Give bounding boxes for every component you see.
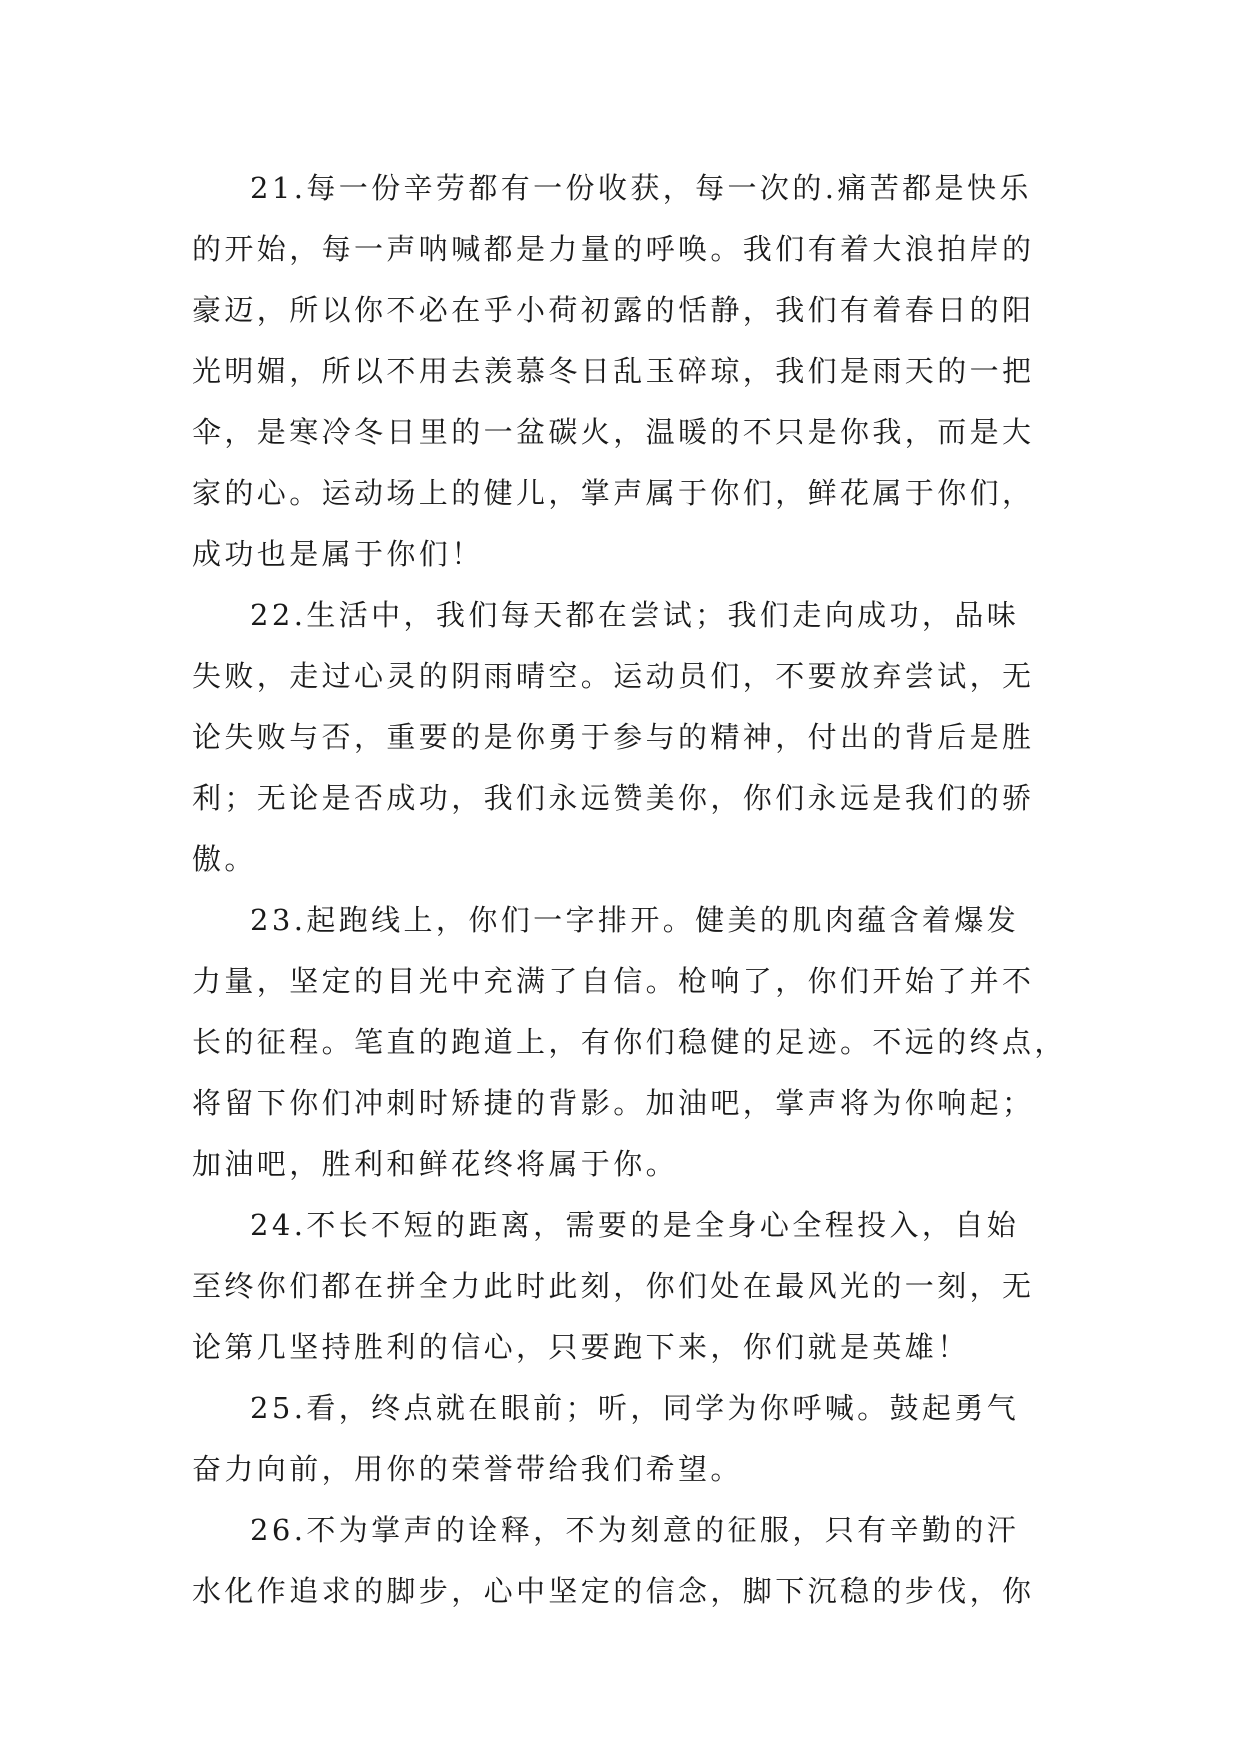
text-line: 力量，坚定的目光中充满了自信。枪响了，你们开始了并不 bbox=[192, 964, 1035, 998]
text-line: 将留下你们冲刺时矫捷的背影。加油吧，掌声将为你响起； bbox=[192, 1086, 1035, 1120]
text-line: 22.生活中，我们每天都在尝试；我们走向成功，品味 bbox=[250, 598, 1020, 632]
text-line: 水化作追求的脚步，心中坚定的信念，脚下沉稳的步伐，你 bbox=[192, 1574, 1035, 1608]
text-line: 奋力向前，用你的荣誉带给我们希望。 bbox=[192, 1452, 743, 1486]
paragraph-22 bbox=[192, 585, 1062, 890]
text-line: 论失败与否，重要的是你勇于参与的精神，付出的背后是胜 bbox=[192, 720, 1035, 754]
text-line: 至终你们都在拼全力此时此刻，你们处在最风光的一刻，无 bbox=[192, 1269, 1035, 1303]
text-line: 24.不长不短的距离，需要的是全身心全程投入，自始 bbox=[250, 1208, 1020, 1242]
text-line: 豪迈，所以你不必在乎小荷初露的恬静，我们有着春日的阳 bbox=[192, 293, 1035, 327]
text-line: 光明媚，所以不用去羡慕冬日乱玉碎琼，我们是雨天的一把 bbox=[192, 354, 1035, 388]
paragraph-24 bbox=[192, 1195, 1062, 1378]
text-line: 伞，是寒冷冬日里的一盆碳火，温暖的不只是你我，而是大 bbox=[192, 415, 1035, 449]
text-line: 23.起跑线上，你们一字排开。健美的肌肉蕴含着爆发 bbox=[250, 903, 1020, 937]
paragraph-23 bbox=[192, 890, 1067, 1195]
text-line: 26.不为掌声的诠释，不为刻意的征服，只有辛勤的汗 bbox=[250, 1513, 1020, 1547]
text-line: 傲。 bbox=[192, 842, 257, 876]
text-line: 论第几坚持胜利的信心，只要跑下来，你们就是英雄！ bbox=[192, 1330, 970, 1364]
paragraph-26 bbox=[192, 1500, 1062, 1622]
text-line: 的开始，每一声呐喊都是力量的呼唤。我们有着大浪拍岸的 bbox=[192, 232, 1035, 266]
text-line: 长的征程。笔直的跑道上，有你们稳健的足迹。不远的终点， bbox=[192, 1025, 1067, 1059]
paragraph-25 bbox=[192, 1378, 1062, 1500]
text-line: 利；无论是否成功，我们永远赞美你，你们永远是我们的骄 bbox=[192, 781, 1035, 815]
text-line: 失败，走过心灵的阴雨晴空。运动员们，不要放弃尝试，无 bbox=[192, 659, 1035, 693]
document-body bbox=[192, 158, 1067, 1622]
text-line: 家的心。运动场上的健儿，掌声属于你们，鲜花属于你们， bbox=[192, 476, 1035, 510]
text-line: 25.看，终点就在眼前；听，同学为你呼喊。鼓起勇气 bbox=[250, 1391, 1020, 1425]
text-line: 21.每一份辛劳都有一份收获，每一次的.痛苦都是快乐 bbox=[250, 171, 1032, 205]
text-line: 成功也是属于你们！ bbox=[192, 537, 484, 571]
paragraph-21 bbox=[192, 158, 1062, 585]
text-line: 加油吧，胜利和鲜花终将属于你。 bbox=[192, 1147, 679, 1181]
